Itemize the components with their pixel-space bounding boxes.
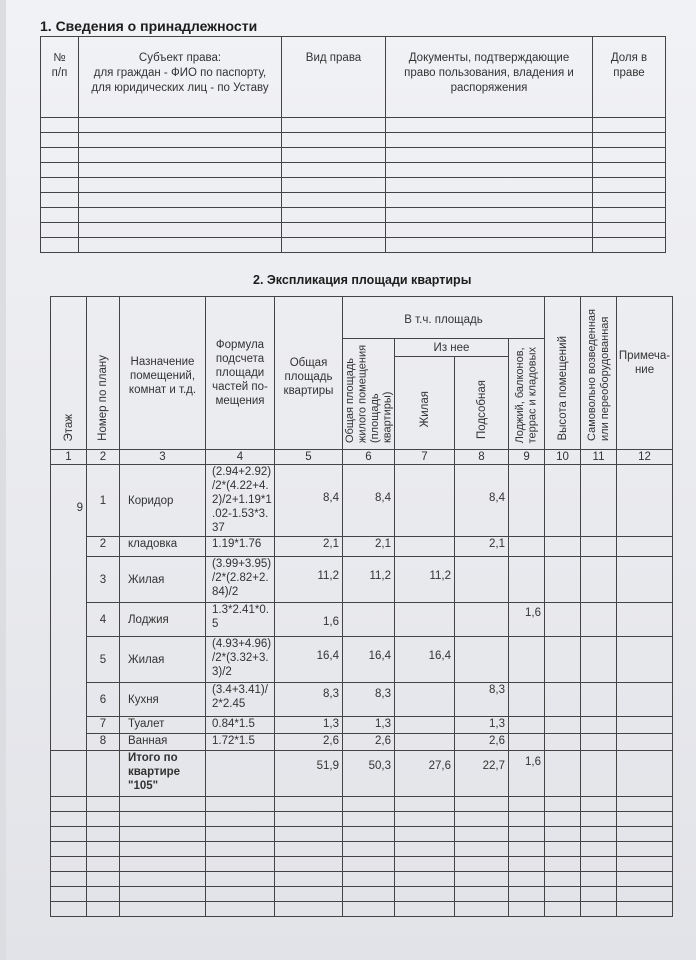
ownership-header-row: [41, 37, 666, 118]
header-living: Жилая: [395, 357, 455, 450]
room-loggia-area: [509, 637, 545, 683]
column-number: 9: [509, 450, 545, 465]
room-formula: (3.99+3.95) /2*(2.82+2. 84)/2: [206, 557, 275, 603]
room-number: 4: [87, 603, 120, 637]
room-loggia-area: [509, 717, 545, 734]
header-including-area: В т.ч. площадь: [343, 297, 545, 339]
room-loggia-area: [509, 734, 545, 751]
ownership-row: [41, 193, 666, 208]
room-name: Жилая: [120, 637, 206, 683]
column-number: 1: [51, 450, 87, 465]
table-row: [51, 465, 673, 537]
room-living-area: 11,2: [395, 557, 455, 603]
table-row: [51, 557, 673, 603]
room-total-area: 11,2: [275, 557, 343, 603]
room-total-area: 8,4: [275, 465, 343, 537]
explication-header-row-1: [51, 297, 673, 339]
room-living-area: [395, 537, 455, 557]
room-formula: (4.93+4.96) /2*(3.32+3. 3)/2: [206, 637, 275, 683]
room-total-living-area: 1,3: [343, 717, 395, 734]
room-name: Коридор: [120, 465, 206, 537]
ownership-row: [41, 148, 666, 163]
room-living-area: [395, 734, 455, 751]
empty-row: [51, 857, 673, 872]
room-living-area: [395, 717, 455, 734]
ownership-row: [41, 133, 666, 148]
room-number: 2: [87, 537, 120, 557]
totals-total-living-area: 50,3: [343, 751, 395, 797]
room-number: 3: [87, 557, 120, 603]
room-formula: (3.4+3.41)/ 2*2.45: [206, 683, 275, 717]
column-number: 11: [581, 450, 617, 465]
header-total-area: Общая площадь квартиры: [275, 297, 343, 450]
header-of-which: Из нее: [395, 339, 509, 357]
room-formula: (2.94+2.92) /2*(4.22+4. 2)/2+1.19*1 .02-1.53*3. 37: [206, 465, 275, 537]
room-loggia-area: 1,6: [509, 603, 545, 637]
empty-row: [51, 827, 673, 842]
column-number: 6: [343, 450, 395, 465]
room-total-living-area: 8,4: [343, 465, 395, 537]
room-total-area: 1,6: [275, 603, 343, 637]
room-loggia-area: [509, 537, 545, 557]
area-explication-table: [50, 296, 673, 917]
header-total-living-area: Общая площадь жилого помещения (площадь квартиры): [343, 339, 395, 450]
table-row: [51, 537, 673, 557]
column-number-row: [51, 450, 673, 465]
empty-row: [51, 842, 673, 857]
header-share: Доля в праве: [593, 37, 666, 118]
table-row: [51, 683, 673, 717]
column-number: 5: [275, 450, 343, 465]
room-formula: 1.19*1.76: [206, 537, 275, 557]
ownership-row: [41, 163, 666, 178]
empty-row: [51, 902, 673, 917]
room-name: Кухня: [120, 683, 206, 717]
room-name: Жилая: [120, 557, 206, 603]
room-number: 8: [87, 734, 120, 751]
empty-row: [51, 872, 673, 887]
room-formula: 1.72*1.5: [206, 734, 275, 751]
room-loggia-area: [509, 557, 545, 603]
totals-total-area: 51,9: [275, 751, 343, 797]
room-living-area: [395, 465, 455, 537]
header-formula: Формула подсчета площади частей по- мещения: [206, 297, 275, 450]
room-loggia-area: [509, 465, 545, 537]
column-number: 8: [455, 450, 509, 465]
ownership-table: [40, 36, 666, 253]
room-total-living-area: 2,1: [343, 537, 395, 557]
ownership-row: [41, 208, 666, 223]
room-living-area: 16,4: [395, 637, 455, 683]
totals-loggia-area: 1,6: [509, 751, 545, 797]
room-auxiliary-area: [455, 557, 509, 603]
floor-value: 9: [51, 465, 87, 751]
column-number: 4: [206, 450, 275, 465]
header-note: Примеча- ние: [617, 297, 673, 450]
room-auxiliary-area: 8,4: [455, 465, 509, 537]
section1-title: 1. Сведения о принадлежности: [40, 18, 258, 34]
header-auxiliary: Подсобная: [455, 357, 509, 450]
room-auxiliary-area: 2,6: [455, 734, 509, 751]
room-number: 5: [87, 637, 120, 683]
column-number: 3: [120, 450, 206, 465]
room-formula: 0.84*1.5: [206, 717, 275, 734]
header-purpose: Назначение помещений, комнат и т.д.: [120, 297, 206, 450]
room-total-area: 8,3: [275, 683, 343, 717]
ownership-row: [41, 118, 666, 133]
table-row: [51, 734, 673, 751]
totals-label: Итого по квартире "105": [120, 751, 206, 797]
empty-row: [51, 797, 673, 812]
room-total-area: 16,4: [275, 637, 343, 683]
header-subject: Субъект права: для граждан - ФИО по паспорту, для юридических лиц - по Уставу: [79, 37, 282, 118]
room-total-living-area: 16,4: [343, 637, 395, 683]
room-total-area: 2,6: [275, 734, 343, 751]
room-auxiliary-area: 8,3: [455, 683, 509, 717]
room-number: 1: [87, 465, 120, 537]
totals-auxiliary-area: 22,7: [455, 751, 509, 797]
section2-title: 2. Экспликация площади квартиры: [253, 273, 472, 287]
room-auxiliary-area: 2,1: [455, 537, 509, 557]
ownership-row: [41, 223, 666, 238]
room-name: Туалет: [120, 717, 206, 734]
room-total-living-area: 8,3: [343, 683, 395, 717]
room-name: Ванная: [120, 734, 206, 751]
room-total-living-area: [343, 603, 395, 637]
column-number: 7: [395, 450, 455, 465]
document-page: [6, 0, 696, 960]
room-living-area: [395, 683, 455, 717]
header-self-built: Самовольно возведенная или переоборудованная: [581, 297, 617, 450]
room-auxiliary-area: [455, 603, 509, 637]
header-num: № п/п: [41, 37, 79, 118]
header-right-type: Вид права: [282, 37, 386, 118]
room-number: 6: [87, 683, 120, 717]
totals-row: [51, 751, 673, 797]
room-total-area: 2,1: [275, 537, 343, 557]
room-auxiliary-area: [455, 637, 509, 683]
room-auxiliary-area: 1,3: [455, 717, 509, 734]
room-loggia-area: [509, 683, 545, 717]
empty-row: [51, 812, 673, 827]
room-name: Лоджия: [120, 603, 206, 637]
header-height: Высота помещений: [545, 297, 581, 450]
column-number: 12: [617, 450, 673, 465]
header-loggias: Лоджий, балконов, террас и кладовых: [509, 339, 545, 450]
column-number: 10: [545, 450, 581, 465]
empty-row: [51, 887, 673, 902]
ownership-row: [41, 238, 666, 253]
header-floor: Этаж: [51, 297, 87, 450]
header-plan-number: Номер по плану: [87, 297, 120, 450]
table-row: [51, 637, 673, 683]
header-documents: Документы, подтверждающие право пользования, владения и распоряжения: [386, 37, 593, 118]
totals-living-area: 27,6: [395, 751, 455, 797]
room-total-area: 1,3: [275, 717, 343, 734]
table-row: [51, 603, 673, 637]
table-row: [51, 717, 673, 734]
room-total-living-area: 2,6: [343, 734, 395, 751]
column-number: 2: [87, 450, 120, 465]
room-number: 7: [87, 717, 120, 734]
ownership-row: [41, 178, 666, 193]
room-name: кладовка: [120, 537, 206, 557]
room-total-living-area: 11,2: [343, 557, 395, 603]
room-formula: 1.3*2.41*0. 5: [206, 603, 275, 637]
room-living-area: [395, 603, 455, 637]
